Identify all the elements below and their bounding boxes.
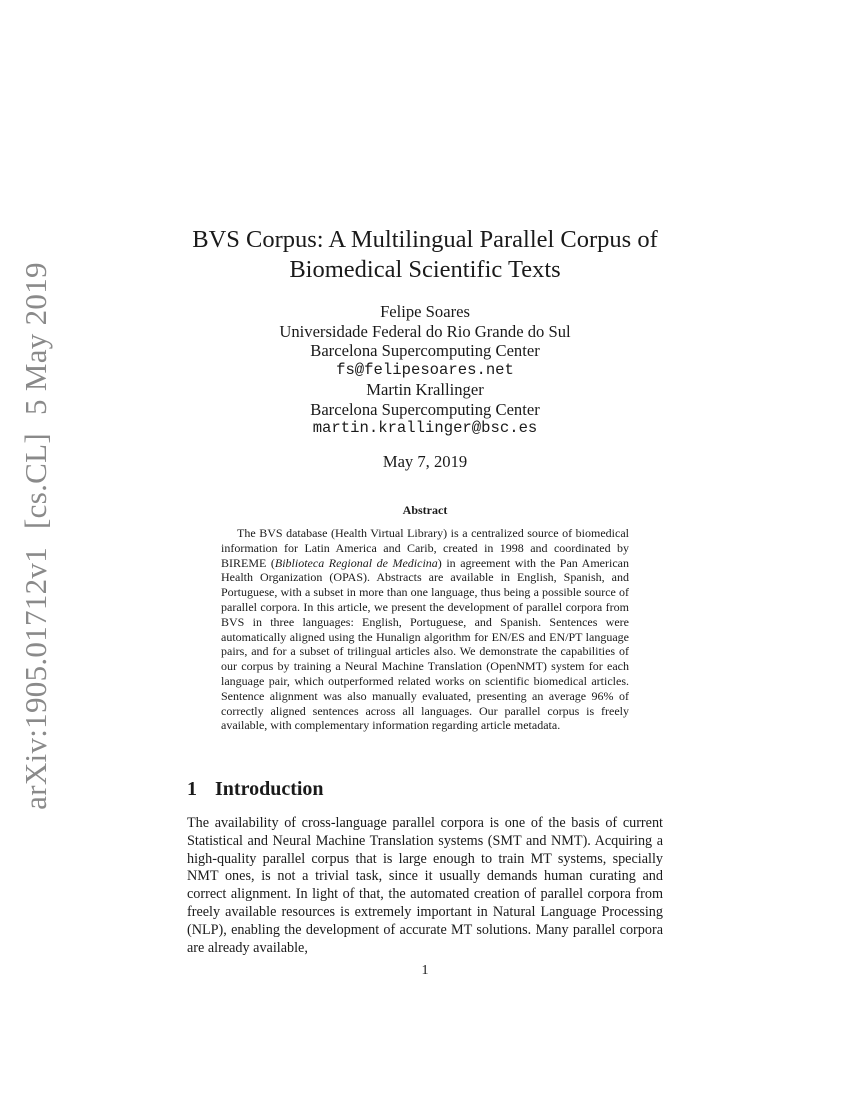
arxiv-date: 5 May 2019 bbox=[18, 262, 53, 416]
author-block bbox=[0, 302, 850, 439]
abstract-text-part-1: The BVS database (Health Virtual Library) is a centralized source of biomedical information for Latin America and Carib, created in 1998 and coordinated by BIREME ( bbox=[221, 526, 629, 570]
author-affiliation: Universidade Federal do Rio Grande do Sul bbox=[279, 321, 571, 341]
abstract-text-part-2: ) in agreement with the Pan American Health Organization (OPAS). Abstracts are available in English, Spanish, and Portuguese, with a subset in more than one language, thus being a possible source of parallel corpora. In this article, we present the development of parallel corpora from BVS in three languages: English, Portuguese, and Spanish. Sentences were automatically aligned using the Hunalign algorithm for EN/ES and EN/PT language pairs, and for a subset of trilingual articles also. We demonstrate the capabilities of our corpus by training a Neural Machine Translation (OpenNMT) system for each language pair, which outperformed related works on scientific biomedical articles. Sentence alignment was also manually evaluated, presenting an average 96% of correctly aligned sentences across all languages. Our parallel corpus is freely available, with complementary information regarding article metadata. bbox=[221, 555, 629, 733]
section-heading-introduction bbox=[187, 778, 324, 801]
arxiv-identifier: arXiv:1905.01712v1 bbox=[18, 546, 53, 810]
author-email[interactable]: fs@felipesoares.net bbox=[336, 360, 514, 379]
author-affiliation: Barcelona Supercomputing Center bbox=[310, 341, 540, 360]
author-email[interactable]: martin.krallinger@bsc.es bbox=[312, 419, 538, 437]
title-line-2: Biomedical Scientific Texts bbox=[289, 256, 561, 283]
author-name: Martin Krallinger bbox=[366, 380, 484, 399]
arxiv-category: [cs.CL] bbox=[18, 433, 53, 529]
introduction-body: The availability of cross-language parallel corpora is one of the basis of current Statistical and Neural Machine Translation systems (SMT and NMT). Acquiring a high-quality parallel corpus that is large enough to train MT systems, specially NMT ones, is not a trivial task, since it usually demands human curating and correct alignment. In light of that, the automated creation of parallel corpora from freely available resources is extremely important in Natural Language Processing (NLP), enabling the development of accurate MT solutions. Many parallel corpora are already available, bbox=[187, 815, 663, 956]
title-line-1: BVS Corpus: A Multilingual Parallel Corpus of bbox=[192, 226, 658, 253]
section-number: 1 bbox=[187, 778, 197, 800]
page-number: 1 bbox=[421, 963, 429, 978]
author-name: Felipe Soares bbox=[380, 302, 470, 321]
paper-date: May 7, 2019 bbox=[382, 452, 468, 471]
abstract-body bbox=[221, 526, 629, 733]
paper-title bbox=[0, 225, 850, 285]
abstract-heading: Abstract bbox=[402, 503, 448, 517]
abstract-italic-name: Biblioteca Regional de Medicina bbox=[274, 555, 438, 570]
author-affiliation: Barcelona Supercomputing Center bbox=[310, 399, 540, 419]
section-title: Introduction bbox=[215, 778, 324, 800]
